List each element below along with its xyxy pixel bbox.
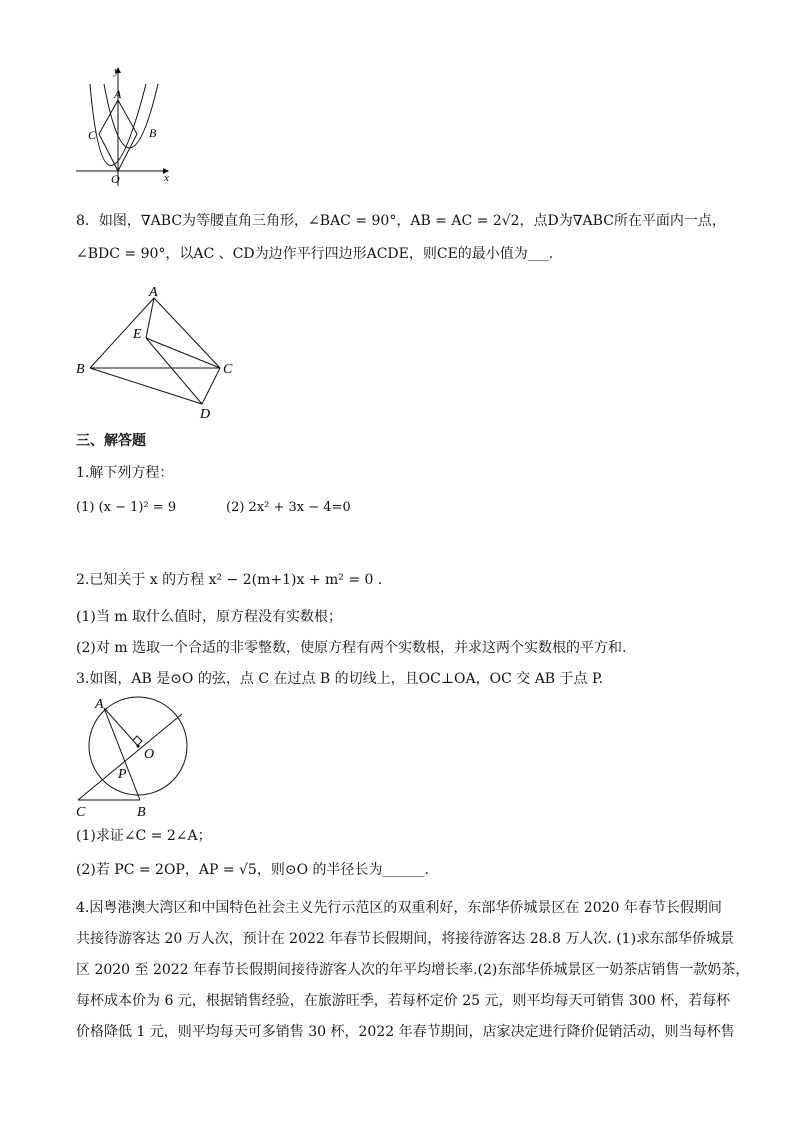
p4-line3: 区 2020 至 2022 年春节长假期间接待游客人次的年平均增长率.(2)东部华侨城景区一奶茶店销售一款奶茶， (76, 962, 750, 978)
label-a: A (114, 87, 122, 101)
p4-line5: 价格降低 1 元，则平均每天可多销售 30 杯，2022 年春节期间，店家决定进行降价促销活动，则当每杯售 (76, 1024, 735, 1040)
label-o: O (111, 172, 120, 186)
p2-title: 2.已知关于 x 的方程 x² − 2(m+1)x + m² = 0 . (76, 572, 383, 588)
label-b: B (149, 126, 157, 140)
label-a: A (95, 697, 104, 712)
label-c: C (223, 362, 233, 377)
label-x: x (164, 172, 169, 184)
p4-line1: 4.因粤港澳大湾区和中国特色社会主义先行示范区的双重利好，东部华侨城景区在 2020 年春节长假期间 (76, 900, 722, 916)
label-c: C (76, 805, 86, 820)
label-e: E (133, 327, 142, 342)
label-d: D (200, 407, 211, 422)
p2-part1: (1)当 m 取什么值时，原方程没有实数根； (76, 609, 343, 625)
p2-part2: (2)对 m 选取一个合适的非零整数，使原方程有两个实数根，并求这两个实数根的平方和. (76, 640, 627, 656)
q8-line1: 8．如图，∇ABC为等腰直角三角形，∠BAC = 90°，AB = AC = 2√2，点D为∇ABC所在平面内一点， (76, 213, 726, 229)
circle-figure (70, 694, 210, 822)
label-c: C (88, 128, 97, 142)
p3-part2: (2)若 PC = 2OP，AP = √5，则⊙O 的半径长为______. (76, 862, 429, 878)
label-b: B (76, 362, 85, 377)
p4-line2: 共接待游客达 20 万人次，预计在 2022 年春节长假期间，将接待游客达 28.8 万人次. (1)求东部华侨城景 (76, 931, 735, 947)
q8-line2: ∠BDC = 90°，以AC 、CD为边作平行四边形ACDE，则CE的最小值为___. (76, 246, 554, 262)
section-heading: 三、解答题 (76, 433, 146, 449)
p3-part1: (1)求证∠C = 2∠A； (76, 828, 212, 844)
p1-title: 1.解下列方程： (76, 465, 174, 481)
parabola-figure (70, 62, 180, 190)
label-b: B (137, 805, 146, 820)
label-p: P (118, 767, 127, 782)
label-a: A (149, 285, 158, 300)
p4-line4: 每杯成本价为 6 元，根据销售经验，在旅游旺季，若每杯定价 25 元，则平均每天可销售 300 杯，若每杯 (76, 993, 731, 1009)
label-o: O (144, 747, 155, 762)
p3-title: 3.如图，AB 是⊙O 的弦，点 C 在过点 B 的切线上，且OC⊥OA，OC 交 AB 于点 P. (76, 671, 604, 687)
label-y: y (114, 65, 119, 77)
p1-eq1: (1) (x − 1)² = 9 (76, 500, 177, 515)
triangle-figure (70, 284, 250, 424)
p1-eq2: (2) 2x² + 3x − 4=0 (226, 500, 351, 515)
